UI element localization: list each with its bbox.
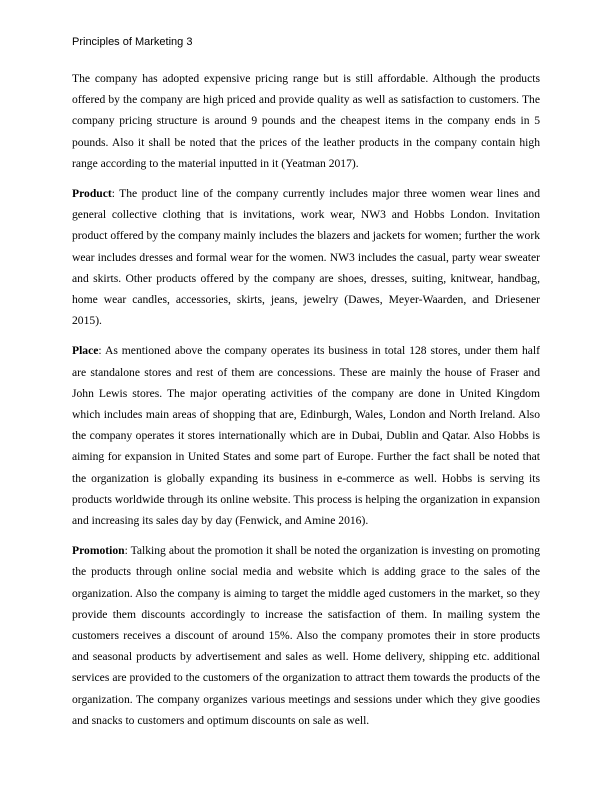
- paragraph-text: : Talking about the promotion it shall be noted the organization is investing on promoting the products through online social media and website which is adding grace to the sales of the organization. Also the company is aiming to target the middle aged customers in the market, so they provide them discounts accordingly to increase the satisfaction of them. In mailing system the customers receives a discount of around 15%. Also the company promotes their in store products and seasonal products by advertisement and sales as well. Home delivery, shipping etc. additional services are provided to the customers of the organization to attract them towards the products of the organization. The company organizes various meetings and sessions under which they give goodies and snacks to customers and optimum discounts on sale as well.: [72, 544, 540, 727]
- paragraph-text: The company has adopted expensive pricing range but is still affordable. Although the products offered by the company are high priced and provide quality as well as satisfaction to customers. The company pricing structure is around 9 pounds and the cheapest items in the company ends in 5 pounds. Also it shall be noted that the prices of the leather products in the company contain high range according to the material inputted in it (Yeatman 2017).: [72, 72, 540, 170]
- paragraph-pricing: [72, 68, 540, 174]
- paragraph-place: [72, 340, 540, 531]
- paragraph-heading-place: Place: [72, 344, 99, 358]
- running-head: Principles of Marketing 3: [72, 36, 193, 48]
- paragraph-heading-promotion: Promotion: [72, 544, 125, 558]
- body-text: [72, 68, 540, 740]
- paragraph-product: [72, 183, 540, 331]
- paragraph-text: : As mentioned above the company operates its business in total 128 stores, under them half are standalone stores and rest of them are concessions. These are mainly the house of Fraser and John Lewis stores. The major operating activities of the company are done in United Kingdom which includes main areas of shopping that are, Edinburgh, Wales, London and North Ireland. Also the company operates it stores internationally which are in Dubai, Dublin and Qatar. Also Hobbs is aiming for expansion in United States and some part of Europe. Further the fact shall be noted that the organization is globally expanding its business in e-commerce as well. Hobbs is serving its products worldwide through its online website. This process is helping the organization in expansion and increasing its sales day by day (Fenwick, and Amine 2016).: [72, 344, 540, 528]
- paragraph-heading-product: Product: [72, 187, 112, 201]
- paragraph-text: : The product line of the company currently includes major three women wear lines and general collective clothing that is invitations, work wear, NW3 and Hobbs London. Invitation product offered by the company mainly includes the blazers and jackets for women; further the work wear includes dresses and formal wear for the women. NW3 includes the casual, party wear sweater and skirts. Other products offered by the company are shoes, dresses, suiting, knitwear, handbag, home wear candles, accessories, skirts, jeans, jewelry (Dawes, Meyer-Waarden, and Driesener 2015).: [72, 187, 540, 328]
- paragraph-promotion: [72, 540, 540, 731]
